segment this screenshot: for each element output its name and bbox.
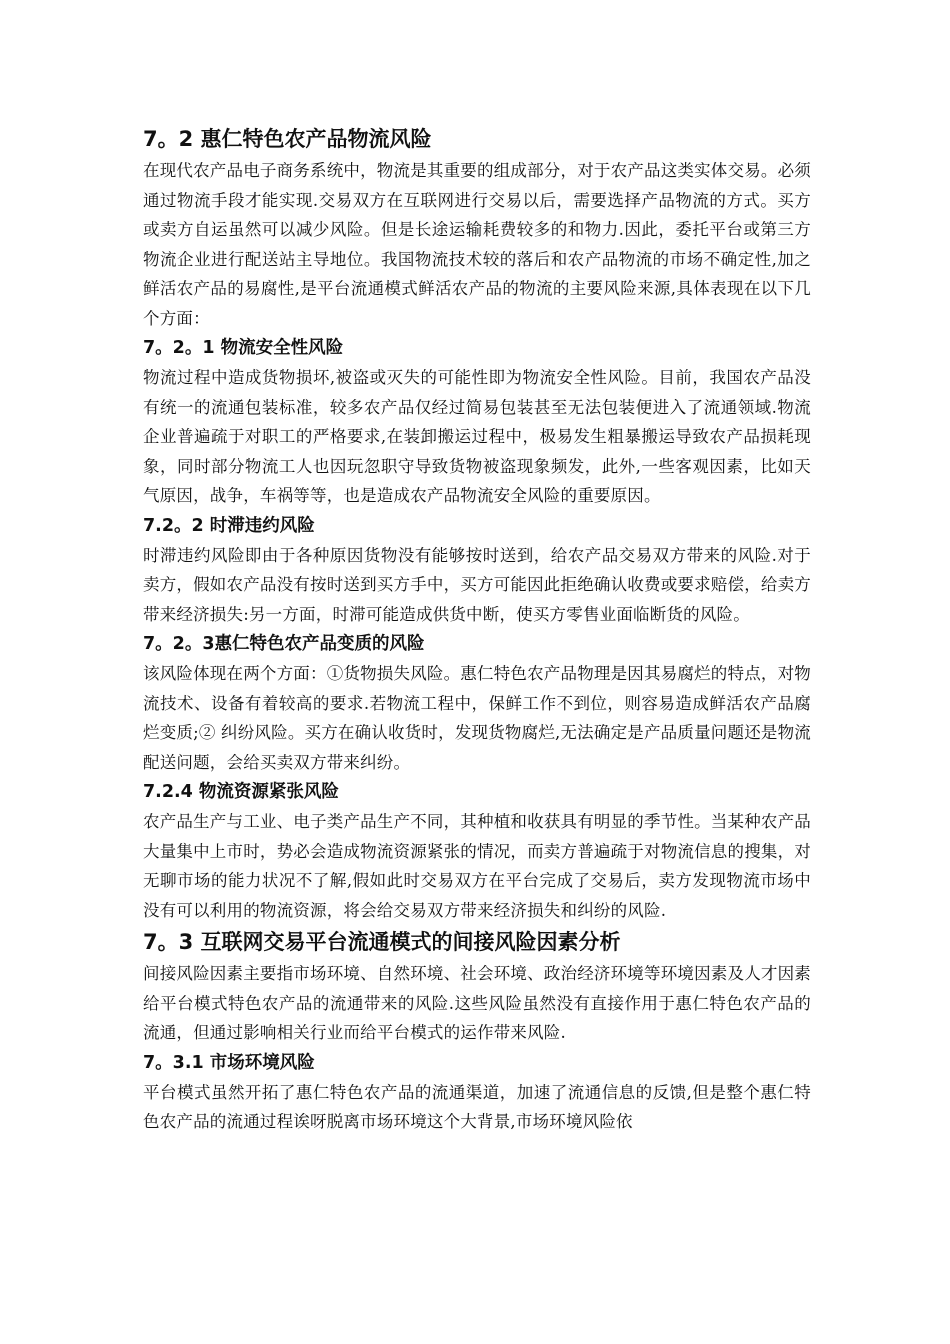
section-heading-7-2-2: 7.2。2 时滞违约风险 <box>143 515 315 536</box>
section-heading-7-3-1: 7。3.1 市场环境风险 <box>143 1052 315 1073</box>
section-body-7-2-2: 时滞违约风险即由于各种原因货物没有能够按时送到，给农产品交易双方带来的风险.对于卖方，假如农产品没有按时送到买方手中，买方可能因此拒绝确认收费或要求赔偿，给卖方带来经济损失:另一方面，时滞可能造成供货中断，使买方零售业面临断货的风险。 <box>143 545 811 624</box>
section-body-7-3-1: 平台模式虽然开拓了惠仁特色农产品的流通渠道，加速了流通信息的反馈,但是整个惠仁特色农产品的流通过程诶呀脱离市场环境这个大背景,市场环境风险依 <box>143 1082 811 1131</box>
section-heading-7-2: 7。2 惠仁特色农产品物流风险 <box>143 127 432 151</box>
section-body-7-2-3: 该风险体现在两个方面：①货物损失风险。惠仁特色农产品物理是因其易腐烂的特点，对物流技术、设备有着较高的要求.若物流工程中，保鲜工作不到位，则容易造成鲜活农产品腐烂变质;② 纠纷风险。买方在确认收货时，发现货物腐烂,无法确定是产品质量问题还是物流配送问题，会给买卖双方带来纠纷。 <box>143 664 811 772</box>
section-body-7-2-1: 物流过程中造成货物损坏,被盗或灭失的可能性即为物流安全性风险。目前，我国农产品没有统一的流通包装标准，较多农产品仅经过简易包装甚至无法包装便进入了流通领域.物流企业普遍疏于对职工的严格要求,在装卸搬运过程中，极易发生粗暴搬运导致农产品损耗现象，同时部分物流工人也因玩忽职守导致货物被盗现象频发，此外,一些客观因素，比如天气原因，战争，车祸等等，也是造成农产品物流安全风险的重要原因。 <box>143 368 811 505</box>
document-page <box>143 122 811 1137</box>
section-body-7-2-4: 农产品生产与工业、电子类产品生产不同，其种植和收获具有明显的季节性。当某种农产品大量集中上市时，势必会造成物流资源紧张的情况，而卖方普遍疏于对物流信息的搜集，对无聊市场的能力状况不了解,假如此时交易双方在平台完成了交易后，卖方发现物流市场中没有可以利用的物流资源，将会给交易双方带来经济损失和纠纷的风险. <box>143 812 811 920</box>
section-body-7-2: 在现代农产品电子商务系统中，物流是其重要的组成部分，对于农产品这类实体交易。必须通过物流手段才能实现.交易双方在互联网进行交易以后，需要选择产品物流的方式。买方或卖方自运虽然可以减少风险。但是长途运输耗费较多的和物力.因此，委托平台或第三方物流企业进行配送站主导地位。我国物流技术较的落后和农产品物流的市场不确定性,加之鲜活农产品的易腐性,是平台流通模式鲜活农产品的物流的主要风险来源,具体表现在以下几个方面： <box>143 161 811 328</box>
section-body-7-3: 间接风险因素主要指市场环境、自然环境、社会环境、政治经济环境等环境因素及人才因素给平台模式特色农产品的流通带来的风险.这些风险虽然没有直接作用于惠仁特色农产品的流通，但通过影响相关行业而给平台模式的运作带来风险. <box>143 964 811 1042</box>
section-heading-7-3: 7。3 互联网交易平台流通模式的间接风险因素分析 <box>143 930 621 954</box>
section-heading-7-2-4: 7.2.4 物流资源紧张风险 <box>143 782 339 802</box>
section-heading-7-2-3: 7。2。3惠仁特色农产品变质的风险 <box>143 634 425 654</box>
section-heading-7-2-1: 7。2。1 物流安全性风险 <box>143 338 344 358</box>
